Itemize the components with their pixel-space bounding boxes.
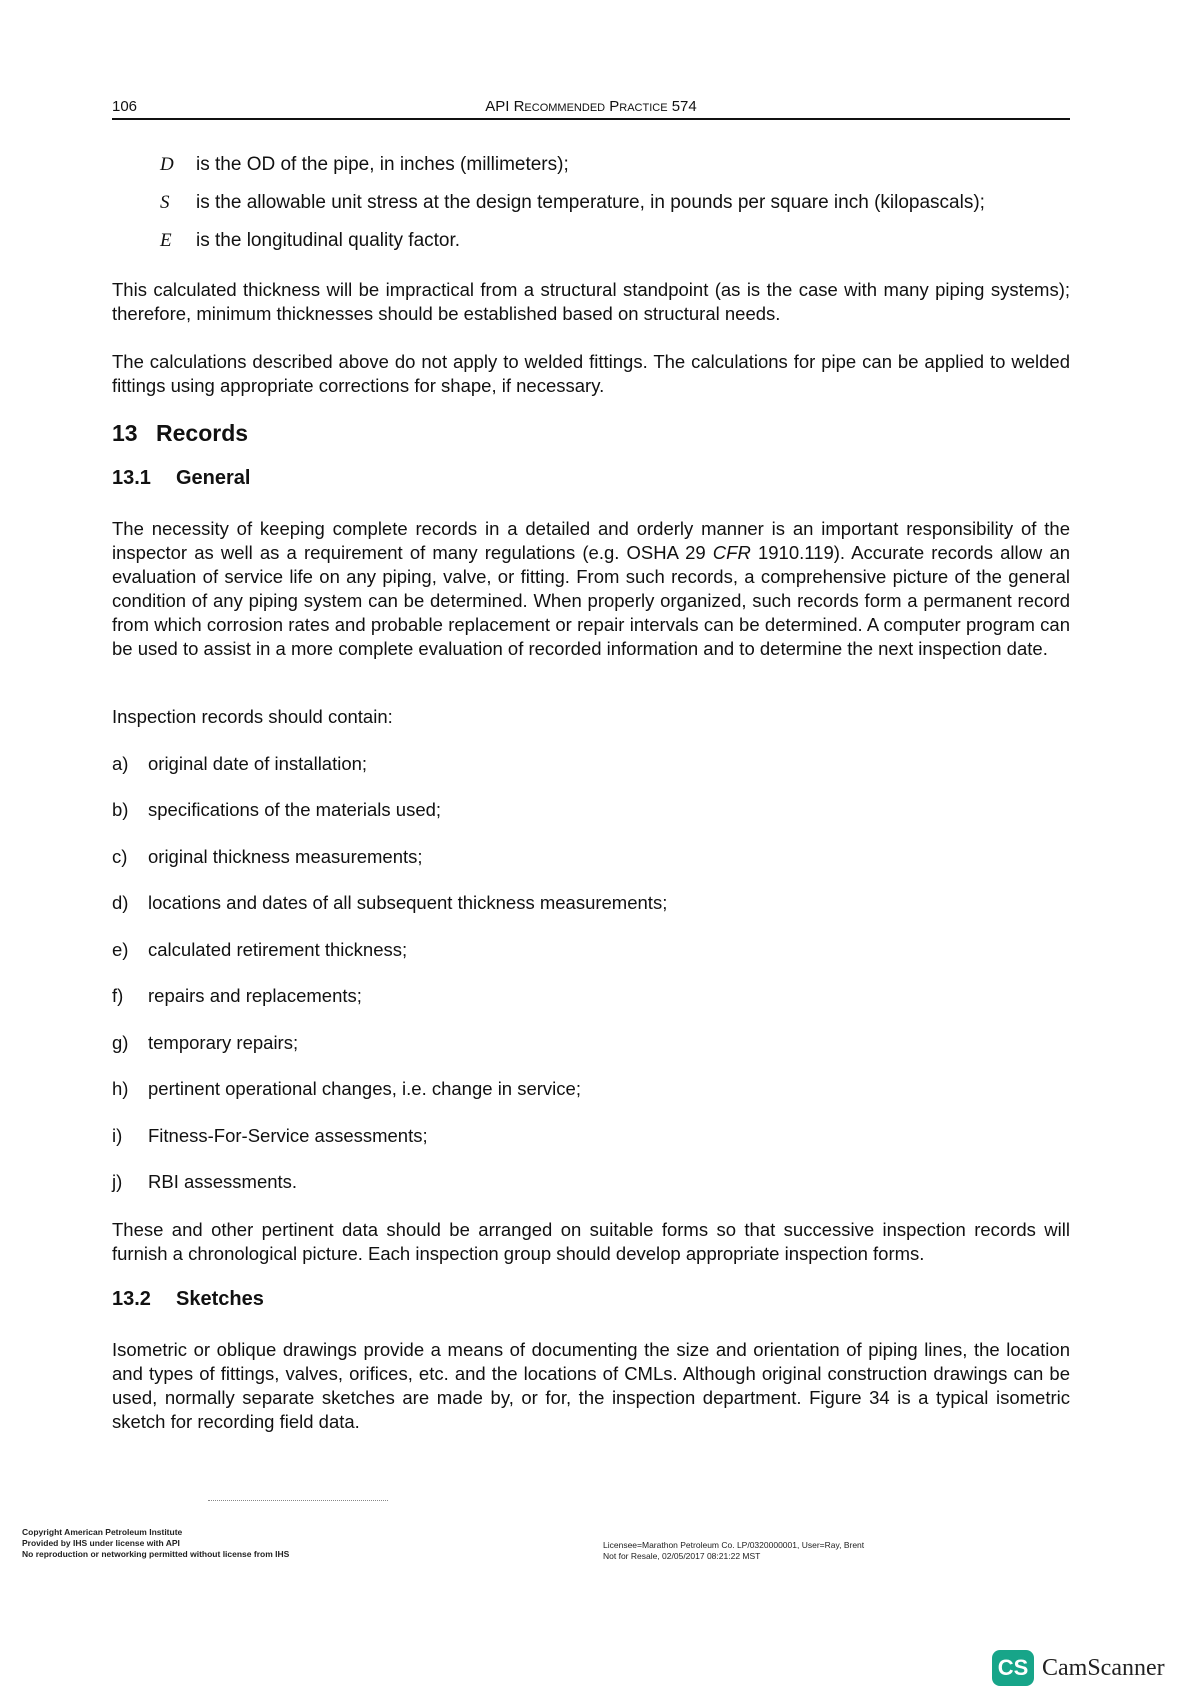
list-marker: i) bbox=[112, 1125, 123, 1146]
list-marker: b) bbox=[112, 799, 129, 820]
section-title: Sketches bbox=[176, 1288, 264, 1310]
camscanner-watermark bbox=[992, 1648, 1165, 1688]
paragraph-text: The necessity of keeping complete records in a detailed and orderly manner is an important responsibility of the inspector as well as a requirement of many regulations (e.g. OSHA 29 bbox=[112, 518, 1070, 563]
separator-line bbox=[208, 1500, 388, 1501]
paragraph-structural-thickness: This calculated thickness will be impractical from a structural standpoint (as is the case with many piping systems); therefore, minimum thicknesses should be established based on structural needs. bbox=[112, 279, 1070, 324]
list-marker: g) bbox=[112, 1032, 129, 1053]
variable-symbol: S bbox=[160, 192, 170, 213]
section-heading-13-1 bbox=[112, 467, 250, 490]
footer-line: Not for Resale, 02/05/2017 08:21:22 MST bbox=[603, 1551, 761, 1561]
variable-symbol: D bbox=[160, 154, 174, 175]
variable-symbol: E bbox=[160, 230, 172, 251]
camscanner-text: CamScanner bbox=[1042, 1654, 1165, 1681]
paragraph-text: 1910.119). Accurate records allow an evaluation of service life on any piping, valve, or fitting. From such records, a comprehensive picture of the general condition of any piping system can be determined. When properly organized, such records form a permanent record from which corrosion rates and probable replacement or repair intervals can be determined. A computer program can be used to assist in a more complete evaluation of recorded information and to determine the next inspection date. bbox=[112, 542, 1070, 659]
list-marker: c) bbox=[112, 846, 128, 867]
list-text: calculated retirement thickness; bbox=[148, 939, 408, 960]
cfr-italic: CFR bbox=[712, 542, 751, 563]
paragraph-sketches: Isometric or oblique drawings provide a means of documenting the size and orientation of piping lines, the location and types of fittings, valves, orifices, etc. and the locations of CMLs. Although original construction drawings can be used, normally separate sketches are made by, or for, the inspection department. Figure 34 is a typical isometric sketch for recording field data. bbox=[112, 1339, 1070, 1432]
running-title: API Recommended Practice 574 bbox=[485, 98, 697, 115]
camscanner-logo-icon: CS bbox=[992, 1650, 1034, 1686]
variable-text: is the allowable unit stress at the design temperature, in pounds per square inch (kilopascals); bbox=[196, 192, 985, 213]
variable-text: is the OD of the pipe, in inches (millimeters); bbox=[196, 154, 569, 175]
list-marker: h) bbox=[112, 1078, 129, 1099]
list-marker: j) bbox=[112, 1171, 123, 1192]
list-marker: e) bbox=[112, 939, 129, 960]
footer-line: Licensee=Marathon Petroleum Co. LP/0320000001, User=Ray, Brent bbox=[603, 1540, 865, 1550]
section-heading-13 bbox=[112, 420, 248, 447]
section-heading-13-2 bbox=[112, 1288, 264, 1311]
paragraph-records-necessity bbox=[112, 517, 1070, 661]
footer-line: Provided by IHS under license with API bbox=[22, 1538, 180, 1548]
footer-license bbox=[603, 1540, 864, 1562]
list-text: RBI assessments. bbox=[148, 1171, 298, 1192]
variable-text: is the longitudinal quality factor. bbox=[196, 230, 461, 251]
list-marker: d) bbox=[112, 892, 129, 913]
list-marker: a) bbox=[112, 753, 129, 774]
list-marker: f) bbox=[112, 985, 124, 1006]
section-number: 13.1 bbox=[112, 467, 151, 489]
list-text: original thickness measurements; bbox=[148, 846, 423, 867]
list-text: locations and dates of all subsequent thickness measurements; bbox=[148, 892, 668, 913]
section-title: General bbox=[176, 467, 251, 489]
list-text: specifications of the materials used; bbox=[148, 799, 442, 820]
footer-line: Copyright American Petroleum Institute bbox=[22, 1527, 183, 1537]
section-title: Records bbox=[156, 420, 249, 446]
footer-copyright bbox=[22, 1527, 289, 1560]
list-text: repairs and replacements; bbox=[148, 985, 362, 1006]
list-text: original date of installation; bbox=[148, 753, 368, 774]
paragraph-records-contain: Inspection records should contain: bbox=[112, 706, 393, 727]
list-text: pertinent operational changes, i.e. change in service; bbox=[148, 1078, 581, 1099]
paragraph-forms: These and other pertinent data should be arranged on suitable forms so that successive inspection records will furnish a chronological picture. Each inspection group should develop appropriate inspection forms. bbox=[112, 1219, 1070, 1264]
footer-line: No reproduction or networking permitted without license from IHS bbox=[22, 1549, 290, 1559]
list-text: Fitness-For-Service assessments; bbox=[148, 1125, 428, 1146]
page-number: 106 bbox=[112, 98, 138, 115]
page-header bbox=[112, 96, 1070, 120]
section-number: 13.2 bbox=[112, 1288, 151, 1310]
paragraph-welded-fittings: The calculations described above do not apply to welded fittings. The calculations for pipe can be applied to welded fittings using appropriate corrections for shape, if necessary. bbox=[112, 351, 1070, 396]
section-number: 13 bbox=[112, 420, 138, 446]
list-text: temporary repairs; bbox=[148, 1032, 299, 1053]
